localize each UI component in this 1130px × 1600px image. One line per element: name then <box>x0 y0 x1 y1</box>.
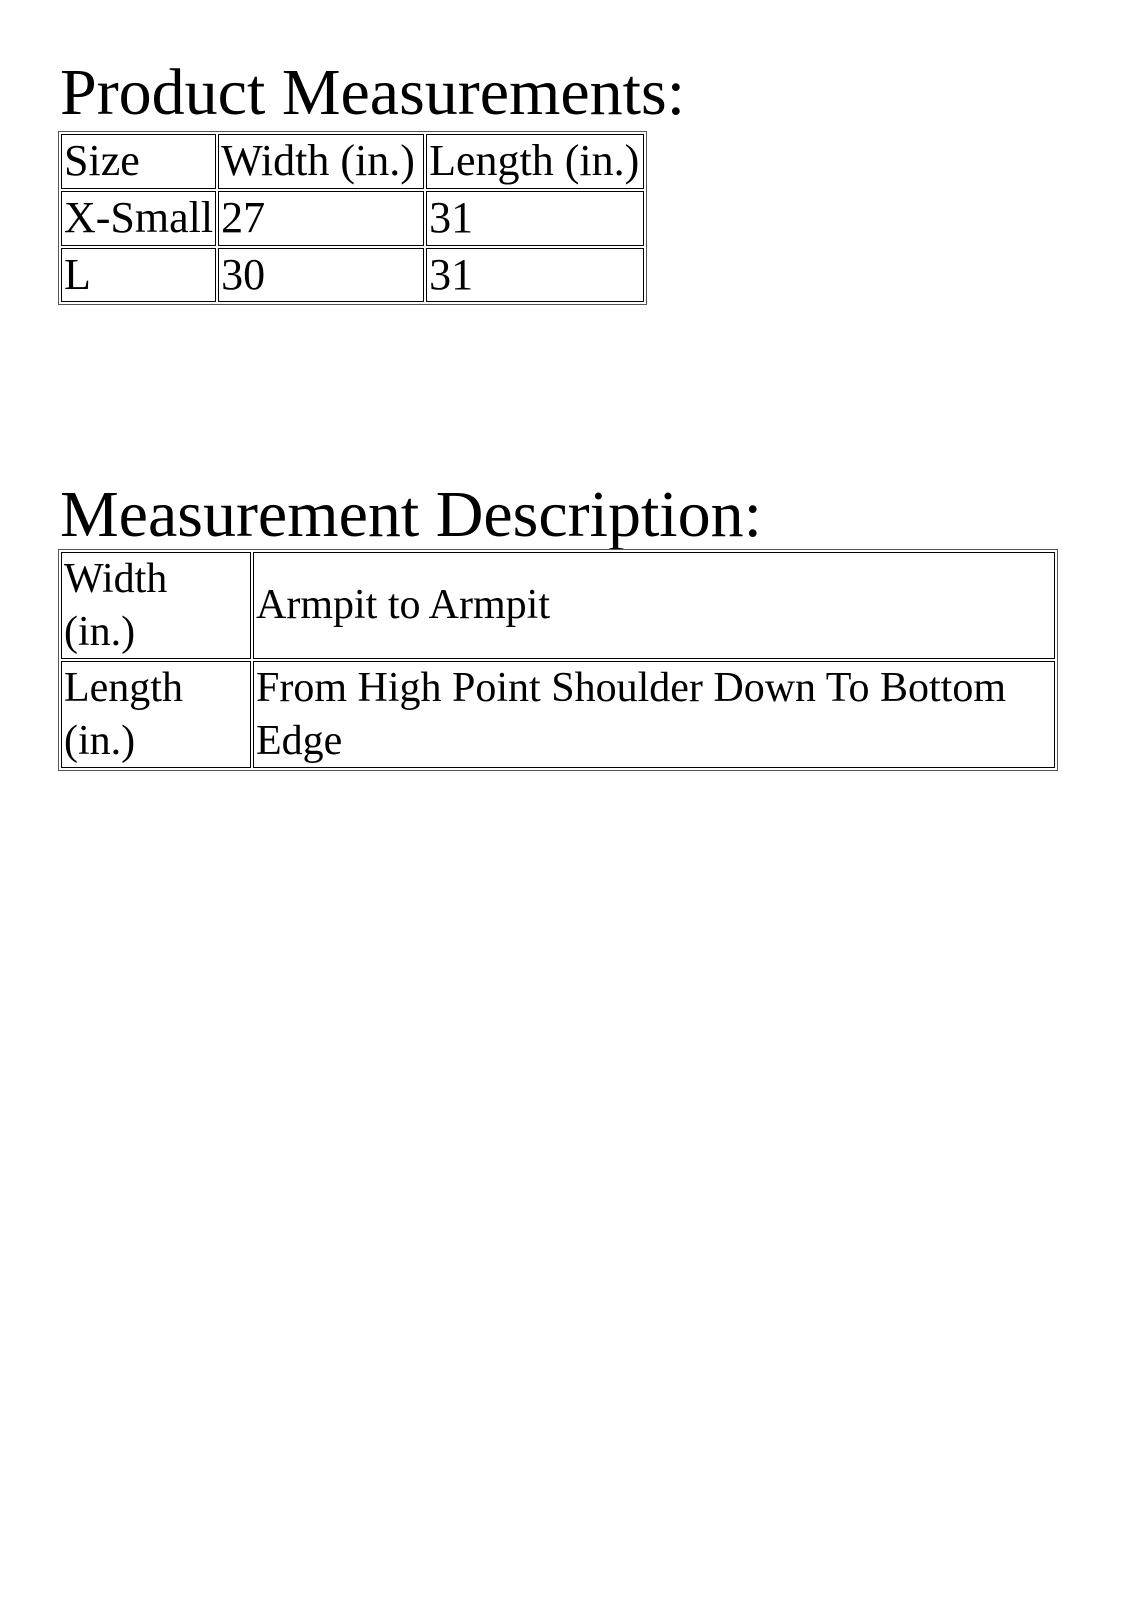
measurement-description-table <box>58 549 1058 771</box>
cell-length: 31 <box>426 248 644 303</box>
table-row <box>61 661 1055 768</box>
header-width: Width (in.) <box>218 134 424 189</box>
header-size: Size <box>61 134 216 189</box>
measurement-name: Length (in.) <box>61 661 251 768</box>
table-row <box>61 248 644 303</box>
product-measurements-title: Product Measurements: <box>60 56 686 129</box>
header-length: Length (in.) <box>426 134 644 189</box>
measurement-description-title: Measurement Description: <box>60 478 762 551</box>
cell-size: X-Small <box>61 191 216 246</box>
table-row <box>61 191 644 246</box>
table-row <box>61 552 1055 659</box>
cell-width: 27 <box>218 191 424 246</box>
size-chart-table <box>58 131 647 305</box>
measurement-description: From High Point Shoulder Down To Bottom Edge <box>253 661 1055 768</box>
measurement-name: Width (in.) <box>61 552 251 659</box>
cell-width: 30 <box>218 248 424 303</box>
cell-length: 31 <box>426 191 644 246</box>
cell-size: L <box>61 248 216 303</box>
table-header-row <box>61 134 644 189</box>
measurement-description: Armpit to Armpit <box>253 552 1055 659</box>
